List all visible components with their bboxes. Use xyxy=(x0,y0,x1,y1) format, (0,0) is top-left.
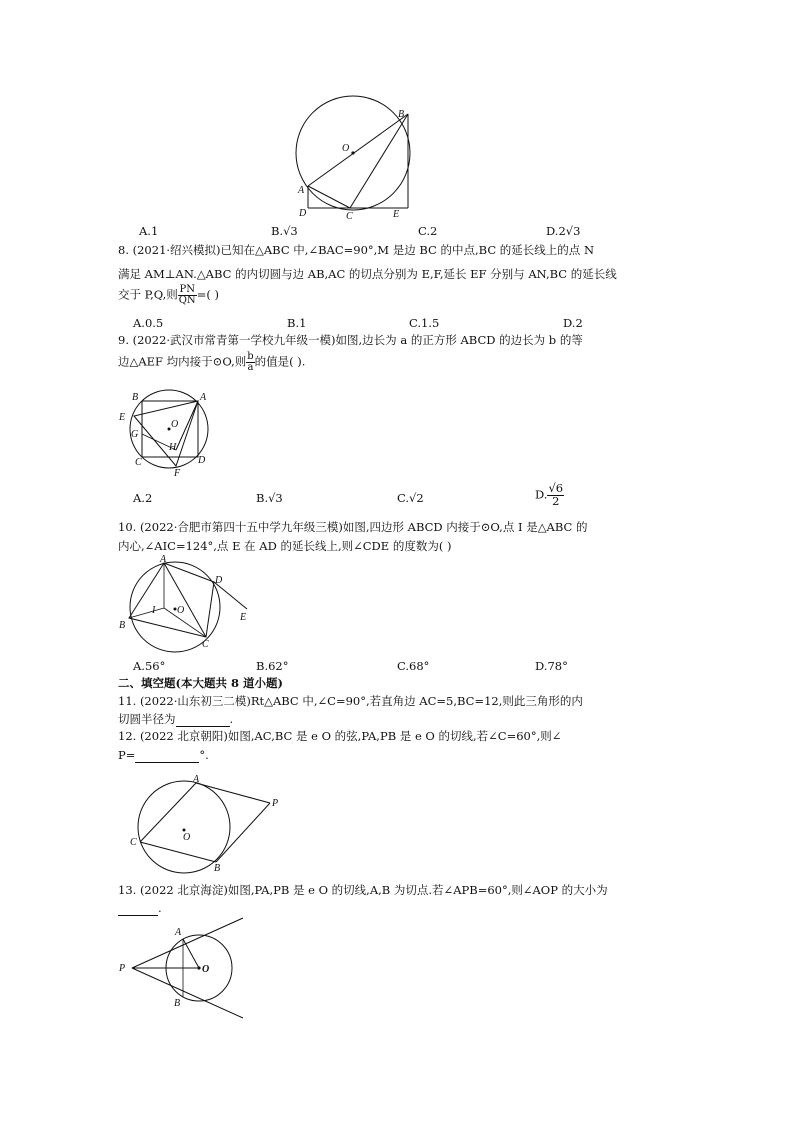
q7-seg-ab xyxy=(308,114,408,186)
q10-label-e: E xyxy=(240,612,247,623)
q10-seg-ic xyxy=(164,608,206,637)
q12-label-b: B xyxy=(214,863,221,874)
q9-label-e: E xyxy=(119,412,126,423)
q10-label-c: C xyxy=(202,639,209,650)
q13-line2 xyxy=(118,903,162,916)
q9-frac-den: a xyxy=(247,362,254,373)
q10-quad xyxy=(129,563,214,637)
q7-option-a: A.1 xyxy=(139,224,159,238)
q7-option-b: B.√3 xyxy=(271,224,298,238)
q9-option-d-label: D. xyxy=(535,487,548,502)
q9-line1: 9. (2022·武汉市常青第一学校九年级一模)如图,边长为 a 的正方形 ABCD 的边长为 b 的等 xyxy=(118,333,583,347)
q9-label-a: A xyxy=(200,392,207,403)
q10-label-i: I xyxy=(152,605,156,616)
q12-answer-blank[interactable] xyxy=(135,750,199,763)
q10-label-d: D xyxy=(215,575,223,586)
q8-frac-num: PN xyxy=(179,284,195,295)
q7-seg-bc xyxy=(350,114,408,208)
q8-option-d: D.2 xyxy=(563,316,583,330)
q13-label-b: B xyxy=(174,998,181,1009)
q12-label-c: C xyxy=(130,837,137,848)
q7-center-dot xyxy=(351,151,354,154)
q13-line2-post: . xyxy=(158,901,162,915)
q8-option-b: B.1 xyxy=(287,316,307,330)
q9-option-d-den: 2 xyxy=(552,493,560,508)
q12-line2 xyxy=(118,750,209,763)
q9-label-g: G xyxy=(131,429,139,440)
q9-line2 xyxy=(118,352,305,373)
q10-option-b: B.62° xyxy=(256,659,289,673)
q13-tangent-upper xyxy=(132,918,243,968)
q10-label-a: A xyxy=(160,554,167,565)
q9-option-d xyxy=(535,483,564,507)
q13-line1: 13. (2022 北京海淀)如图,PA,PB 是 e O 的切线,A,B 为切点.若∠APB=60°,则∠AOP 的大小为 xyxy=(118,883,608,897)
q8-option-a: A.0.5 xyxy=(133,316,164,330)
q10-line1: 10. (2022·合肥市第四十五中学九年级三模)如图,四边形 ABCD 内接于⊙O,点 I 是△ABC 的 xyxy=(118,520,588,534)
q12-figure xyxy=(128,772,288,872)
q10-option-d: D.78° xyxy=(535,659,568,673)
q8-fraction xyxy=(178,285,197,306)
q11-line1: 11. (2022·山东初三二模)Rt△ABC 中,∠C=90°,若直角边 AC=5,BC=12,则此三角形的内 xyxy=(118,694,583,708)
q11-answer-blank[interactable] xyxy=(176,714,230,727)
q7-label-c: C xyxy=(346,211,353,222)
q7-label-o: O xyxy=(342,143,350,154)
q12-line2-pre: P= xyxy=(118,748,136,762)
q9-fraction xyxy=(246,352,254,373)
q9-option-a: A.2 xyxy=(133,491,153,505)
q11-line2-post: . xyxy=(229,712,234,726)
q9-line2-post: 的值是( ). xyxy=(254,354,306,369)
q8-option-c: C.1.5 xyxy=(409,316,440,330)
q7-label-a: A xyxy=(298,185,305,196)
q10-seg-ac xyxy=(164,563,206,637)
q9-option-b: B.√3 xyxy=(256,491,283,505)
q13-seg-ao xyxy=(183,939,199,968)
q11-line2-pre: 切圆半径为 xyxy=(118,712,176,726)
q13-center-dot xyxy=(197,966,200,969)
q13-figure xyxy=(116,918,256,1018)
q9-option-b-label: B. xyxy=(256,491,269,505)
q8-frac-den: QN xyxy=(178,295,196,306)
section-title-fill-in: 二、填空题(本大题共 8 道小题) xyxy=(118,676,283,690)
q9-triangle xyxy=(134,401,198,466)
q10-label-b: B xyxy=(119,620,126,631)
q9-label-d: D xyxy=(198,455,206,466)
q9-label-b: B xyxy=(132,392,139,403)
q12-seg-pb xyxy=(216,803,270,862)
q9-line2-pre: 边△AEF 均内接于⊙O,则 xyxy=(118,354,247,369)
q7-label-b: B xyxy=(398,109,405,120)
q7-label-e: E xyxy=(393,209,400,220)
q9-option-c: C.√2 xyxy=(397,491,424,505)
q12-label-a: A xyxy=(193,774,200,785)
q9-label-f: F xyxy=(174,468,181,479)
q9-frac-num: b xyxy=(247,351,254,362)
q9-label-o: O xyxy=(171,419,179,430)
q9-label-c: C xyxy=(135,457,142,468)
q8-line3-post: =( ) xyxy=(196,287,219,302)
q7-option-b-label: B. xyxy=(271,224,284,238)
q9-figure xyxy=(114,386,214,478)
q12-label-o: O xyxy=(183,832,191,843)
q12-line2-post: °. xyxy=(199,748,209,762)
q10-option-a: A.56° xyxy=(133,659,166,673)
q7-option-d: D.2√3 xyxy=(546,224,581,238)
q13-tangent-lower xyxy=(132,968,243,1018)
q12-line1: 12. (2022 北京朝阳)如图,AC,BC 是 e O 的弦,PA,PB 是 e O 的切线,若∠C=60°,则∠ xyxy=(118,729,562,743)
q10-figure xyxy=(114,552,254,652)
q8-line3 xyxy=(118,285,219,306)
q10-label-o: O xyxy=(177,605,185,616)
q8-line1: 8. (2021·绍兴模拟)已知在△ABC 中,∠BAC=90°,M 是边 BC 的中点,BC 的延长线上的点 N xyxy=(118,243,595,257)
q10-option-c: C.68° xyxy=(397,659,430,673)
q9-label-h: H xyxy=(169,442,177,453)
q9-option-d-frac xyxy=(547,483,564,507)
q7-option-c: C.2 xyxy=(418,224,438,238)
q7-figure xyxy=(290,100,420,225)
q12-seg-pa xyxy=(196,783,270,803)
q7-option-d-label: D.2 xyxy=(546,224,566,238)
q11-line2 xyxy=(118,714,233,727)
q12-label-p: P xyxy=(272,798,279,809)
q9-option-d-num: √6 xyxy=(548,481,564,495)
q9-seg-ah xyxy=(176,401,198,450)
q7-label-d: D xyxy=(299,208,307,219)
q12-circle xyxy=(138,781,230,873)
q13-label-o: O xyxy=(202,964,210,975)
q9-option-c-label: C. xyxy=(397,491,410,505)
q13-answer-blank[interactable] xyxy=(118,903,158,916)
q8-line2: 满足 AM⊥AN.△ABC 的内切圆与边 AB,AC 的切点分别为 E,F,延长 EF 分别与 AN,BC 的延长线 xyxy=(118,267,617,281)
q10-line2: 内心,∠AIC=124°,点 E 在 AD 的延长线上,则∠CDE 的度数为( ) xyxy=(118,539,452,553)
q13-label-a: A xyxy=(175,927,182,938)
q8-line3-pre: 交于 P,Q,则 xyxy=(118,287,178,302)
q13-label-p: P xyxy=(119,963,126,974)
